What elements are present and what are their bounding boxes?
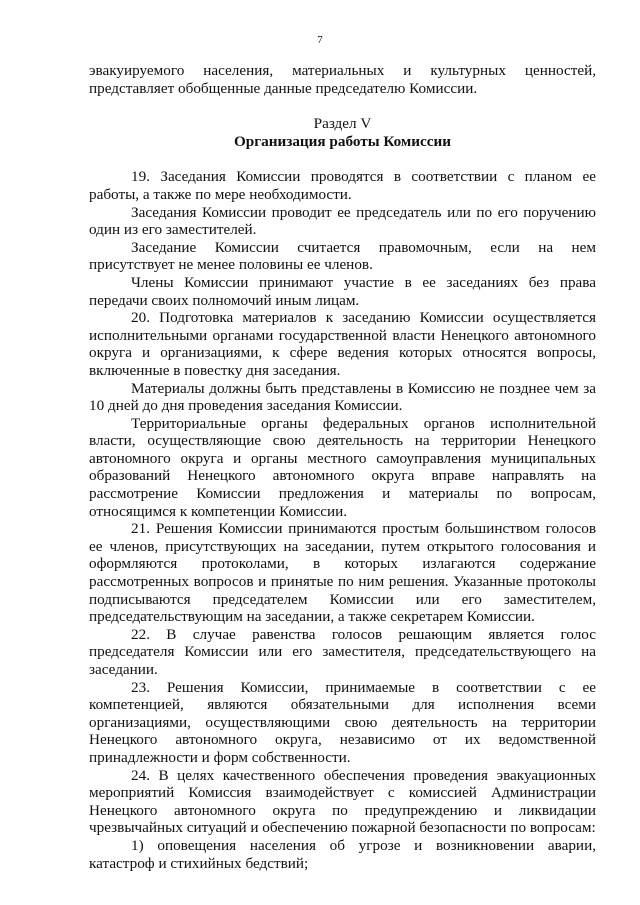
intro-paragraph: эвакуируемого населения, материальных и культурных ценностей, представляет обобщенные данные председателю Комиссии. xyxy=(89,62,596,97)
section-header xyxy=(89,115,596,150)
section-title: Организация работы Комиссии xyxy=(233,132,452,150)
paragraph-24: 24. В целях качественного обеспечения проведения эвакуационных мероприятий Комиссия взаимодействует с комиссией Администрации Ненецкого автономного округа по предупреждению и ликвидации чрезвычайных ситуаций и обеспечению пожарной безопасности по вопросам: xyxy=(89,766,596,837)
paragraph-members: Члены Комиссии принимают участие в ее заседаниях без права передачи своих полномочий иным лицам. xyxy=(89,273,596,309)
document-body xyxy=(89,62,596,872)
paragraph-19: 19. Заседания Комиссии проводятся в соответствии с планом ее работы, а также по мере необходимости. xyxy=(89,168,596,203)
paragraph-21: 21. Решения Комиссии принимаются простым большинством голосов ее членов, присутствующих на заседании, путем открытого голосования и оформляются протоколами, в которых излагаются содержание рассмотренных вопросов и принятые по ним решения. Указанные протоколы подписываются председателем Комиссии или его заместителем, председательствующим на заседании, а также секретарем Комиссии. xyxy=(89,520,596,626)
page-number: 7 xyxy=(317,34,323,46)
paragraph-materials-deadline: Материалы должны быть представлены в Комиссию не позднее чем за 10 дней до дня проведения заседания Комиссии. xyxy=(89,379,596,415)
section-label: Раздел V xyxy=(313,115,372,133)
list-item-1: 1) оповещения населения об угрозе и возникновении аварии, катастроф и стихийных бедствий; xyxy=(89,836,596,872)
paragraph-territorial-bodies: Территориальные органы федеральных органов исполнительной власти, осуществляющие свою деятельность на территории Ненецкого автономного округа и органы местного самоуправления муниципальных образований Ненецкого автономного округа вправе направлять на рассмотрение Комиссии предложения и материалы по вопросам, относящимся к компетенции Комиссии. xyxy=(89,414,596,520)
paragraph-22: 22. В случае равенства голосов решающим является голос председателя Комиссии или его заместителя, председательствующего на заседании. xyxy=(89,625,596,678)
paragraph-23: 23. Решения Комиссии, принимаемые в соответствии с ее компетенцией, являются обязательными для исполнения всеми организациями, осуществляющими свою деятельность на территории Ненецкого автономного округа, независимо от их ведомственной принадлежности и форм собственности. xyxy=(89,678,596,766)
paragraph-quorum: Заседание Комиссии считается правомочным, если на нем присутствует не менее половины ее членов. xyxy=(89,238,596,274)
paragraph-chair: Заседания Комиссии проводит ее председатель или по его поручению один из его заместителей. xyxy=(89,203,596,239)
paragraph-20: 20. Подготовка материалов к заседанию Комиссии осуществляется исполнительными органами государственной власти Ненецкого автономного округа и организациями, к сфере ведения которых относятся вопросы, включенные в повестку дня заседания. xyxy=(89,309,596,379)
